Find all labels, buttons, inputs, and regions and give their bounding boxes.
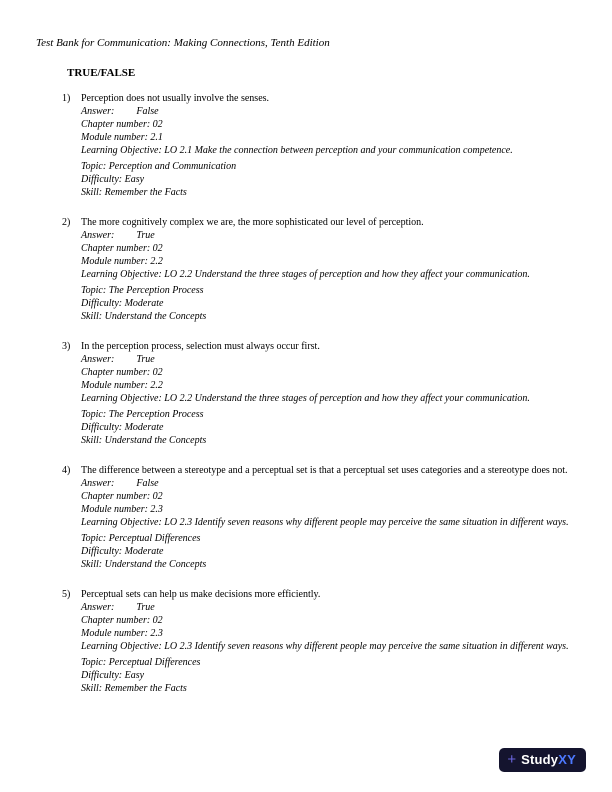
logo-text-xy: XY xyxy=(558,752,576,767)
difficulty-line: Difficulty: Moderate xyxy=(81,422,164,433)
question-body xyxy=(81,92,575,199)
question-number: 2) xyxy=(62,217,71,228)
question-item xyxy=(62,92,576,199)
answer-line xyxy=(81,105,575,118)
answer-line xyxy=(81,353,575,366)
answer-line xyxy=(81,477,575,490)
question-text: Perception does not usually involve the senses. xyxy=(81,93,270,104)
answer-value: False xyxy=(136,478,159,489)
question-text: In the perception process, selection must always occur first. xyxy=(81,341,320,352)
difficulty-line: Difficulty: Moderate xyxy=(81,546,164,557)
answer-label: Answer: xyxy=(81,602,115,613)
question-body xyxy=(81,588,575,695)
answer-label: Answer: xyxy=(81,478,115,489)
question-body xyxy=(81,216,575,323)
skill-line: Skill: Understand the Concepts xyxy=(81,435,207,446)
answer-value: False xyxy=(136,106,159,117)
skill-line: Skill: Understand the Concepts xyxy=(81,311,207,322)
chapter-line: Chapter number: 02 xyxy=(81,119,163,130)
question-number: 5) xyxy=(62,589,71,600)
chapter-line: Chapter number: 02 xyxy=(81,491,163,502)
studyxy-logo-badge xyxy=(499,748,586,772)
difficulty-line: Difficulty: Easy xyxy=(81,174,145,185)
question-item xyxy=(62,340,576,447)
question-body xyxy=(81,464,575,571)
module-line: Module number: 2.2 xyxy=(81,256,163,267)
answer-line xyxy=(81,601,575,614)
studyxy-logo-text xyxy=(521,752,576,767)
objective-line: Learning Objective: LO 2.3 Identify seven reasons why different people may perceive the same situation in different ways. xyxy=(81,641,569,652)
chapter-line: Chapter number: 02 xyxy=(81,615,163,626)
question-item xyxy=(62,464,576,571)
module-line: Module number: 2.1 xyxy=(81,132,163,143)
plus-icon: + xyxy=(507,751,517,768)
topic-line: Topic: Perceptual Differences xyxy=(81,657,201,668)
module-line: Module number: 2.3 xyxy=(81,628,163,639)
answer-line xyxy=(81,229,575,242)
chapter-line: Chapter number: 02 xyxy=(81,243,163,254)
question-number: 1) xyxy=(62,93,71,104)
logo-text-study: Study xyxy=(521,752,559,767)
answer-value: True xyxy=(136,230,155,241)
difficulty-line: Difficulty: Easy xyxy=(81,670,145,681)
question-body xyxy=(81,340,575,447)
topic-line: Topic: The Perception Process xyxy=(81,285,204,296)
topic-line: Topic: The Perception Process xyxy=(81,409,204,420)
answer-label: Answer: xyxy=(81,106,115,117)
answer-label: Answer: xyxy=(81,230,115,241)
question-item xyxy=(62,588,576,695)
question-number: 3) xyxy=(62,341,71,352)
question-item xyxy=(62,216,576,323)
question-text: The more cognitively complex we are, the more sophisticated our level of perception. xyxy=(81,217,424,228)
module-line: Module number: 2.3 xyxy=(81,504,163,515)
topic-line: Topic: Perception and Communication xyxy=(81,161,237,172)
answer-label: Answer: xyxy=(81,354,115,365)
section-heading: TRUE/FALSE xyxy=(67,67,136,79)
question-text: The difference between a stereotype and a perceptual set is that a perceptual set uses categories and a stereotype does not. xyxy=(81,465,568,476)
topic-line: Topic: Perceptual Differences xyxy=(81,533,201,544)
objective-line: Learning Objective: LO 2.1 Make the connection between perception and your communication competence. xyxy=(81,145,513,156)
answer-value: True xyxy=(136,354,155,365)
objective-line: Learning Objective: LO 2.3 Identify seven reasons why different people may perceive the same situation in different ways. xyxy=(81,517,569,528)
module-line: Module number: 2.2 xyxy=(81,380,163,391)
question-list xyxy=(62,92,576,695)
objective-line: Learning Objective: LO 2.2 Understand the three stages of perception and how they affect your communication. xyxy=(81,393,530,404)
objective-line: Learning Objective: LO 2.2 Understand the three stages of perception and how they affect your communication. xyxy=(81,269,530,280)
skill-line: Skill: Remember the Facts xyxy=(81,187,187,198)
answer-value: True xyxy=(136,602,155,613)
question-text: Perceptual sets can help us make decisions more efficiently. xyxy=(81,589,321,600)
chapter-line: Chapter number: 02 xyxy=(81,367,163,378)
skill-line: Skill: Remember the Facts xyxy=(81,683,187,694)
difficulty-line: Difficulty: Moderate xyxy=(81,298,164,309)
question-number: 4) xyxy=(62,465,71,476)
page-header-title: Test Bank for Communication: Making Connections, Tenth Edition xyxy=(36,37,330,49)
skill-line: Skill: Understand the Concepts xyxy=(81,559,207,570)
